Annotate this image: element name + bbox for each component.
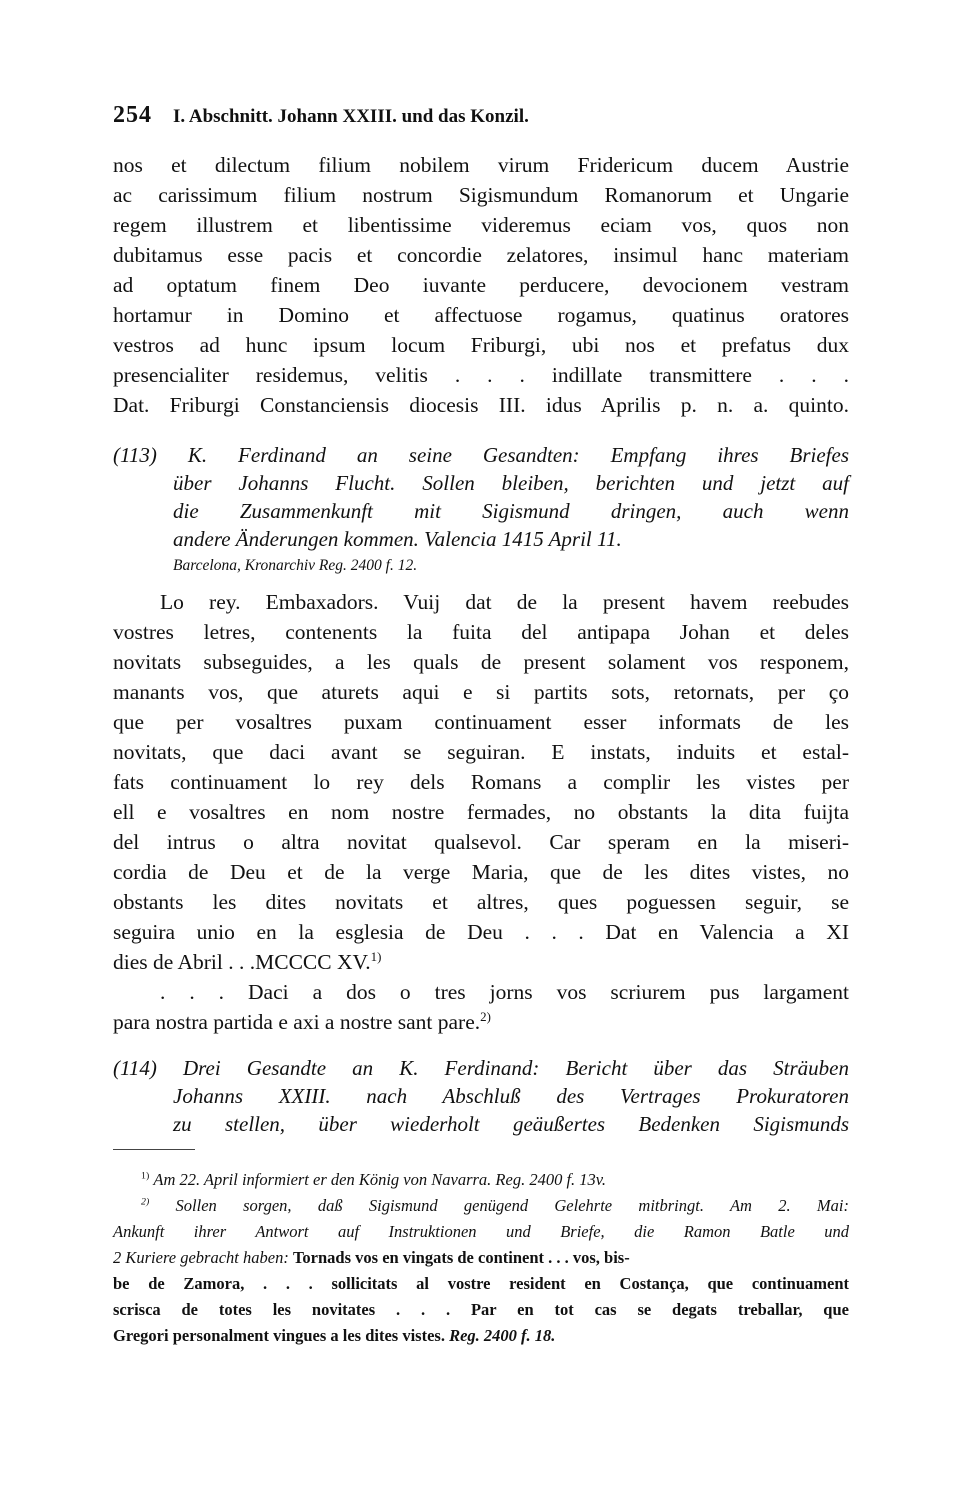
footnote-2 bbox=[141, 1194, 849, 1218]
text-line: ell e vosaltres en nom nostre fermades, no obstants la dita fuijta bbox=[113, 800, 849, 824]
footnote-line bbox=[113, 1246, 849, 1270]
footnote-text: Sollen sorgen, daß Sigismund genügend Gelehrte mitbringt. Am 2. Mai: bbox=[175, 1196, 850, 1215]
text-line: obstants les dites novitats et altres, ques poguessen seguir, se bbox=[113, 890, 849, 914]
document-heading-line: andere Änderungen kommen. Valencia 1415 April 11. bbox=[173, 527, 622, 551]
footnote-mark: 2) bbox=[141, 1196, 150, 1208]
footnote-italic: 2 Kuriere gebracht haben: bbox=[113, 1248, 289, 1267]
footnote-ref: 2) bbox=[480, 1009, 491, 1024]
footnote-line bbox=[113, 1324, 849, 1348]
text-line: vostres letres, contenents la fuita del antipapa Johan et deles bbox=[113, 620, 849, 644]
text-line: regem illustrem et libentissime videremus eciam vos, quos non bbox=[113, 213, 849, 237]
text-line: ad optatum finem Deo iuvante perducere, devocionem vestram bbox=[113, 273, 849, 297]
footnote-citation: Reg. 2400 f. 18. bbox=[449, 1326, 556, 1345]
footnote-text: Am 22. April informiert er den König von Navarra. Reg. 2400 f. 13v. bbox=[153, 1170, 607, 1189]
text-line: presencialiter residemus, velitis . . . indillate transmittere . . . bbox=[113, 363, 849, 387]
closing-date: dies de Abril . . .MCCCC XV. bbox=[113, 950, 371, 974]
text-line: Lo rey. Embaxadors. Vuij dat de la present havem reebudes bbox=[160, 590, 849, 614]
archive-source: Barcelona, Kronarchiv Reg. 2400 f. 12. bbox=[173, 557, 418, 574]
text-line: novitats, que daci avant se seguiran. E instats, induits et estal- bbox=[113, 740, 849, 764]
text-line: novitats subseguides, a les quals de present solament vos responem, bbox=[113, 650, 849, 674]
text-line bbox=[113, 1007, 849, 1037]
text-line: manants vos, que aturets aqui e si partits sots, retornats, per ço bbox=[113, 680, 849, 704]
running-head: I. Abschnitt. Johann XXIII. und das Konzil. bbox=[173, 106, 529, 127]
footnote-1 bbox=[141, 1168, 849, 1192]
page-header bbox=[113, 102, 853, 132]
footnote-quote: Gregori personalment vingues a les dites vistes. bbox=[113, 1326, 445, 1345]
text-line bbox=[113, 947, 849, 977]
document-heading-line: zu stellen, über wiederholt geäußertes Bedenken Sigismunds bbox=[173, 1112, 849, 1136]
text-line: vestros ad hunc ipsum locum Friburgi, ubi nos et prefatus dux bbox=[113, 333, 849, 357]
text-line: cordia de Deu et de la verge Maria, que de les dites vistes, no bbox=[113, 860, 849, 884]
text-line: ac carissimum filium nostrum Sigismundum Romanorum et Ungarie bbox=[113, 183, 849, 207]
footnote-line: Ankunft ihrer Antwort auf Instruktionen und Briefe, die Ramon Batle und bbox=[113, 1222, 849, 1241]
footnote-quote: Tornads vos en vingats de continent . . . vos, bis- bbox=[292, 1248, 630, 1267]
footnote-separator bbox=[113, 1149, 195, 1150]
document-heading-line: (113) K. Ferdinand an seine Gesandten: Empfang ihres Briefes bbox=[113, 443, 849, 467]
document-heading-line: (114) Drei Gesandte an K. Ferdinand: Bericht über das Sträuben bbox=[113, 1056, 849, 1080]
text-line: fats continuament lo rey dels Romans a complir les vistes per bbox=[113, 770, 849, 794]
footnote-ref: 1) bbox=[370, 949, 382, 964]
footnote-mark: 1) bbox=[141, 1170, 150, 1182]
text-line: Dat. Friburgi Constanciensis diocesis III. idus Aprilis p. n. a. quinto. bbox=[113, 393, 849, 417]
footnote-line: scrisca de totes les novitates . . . Par en tot cas se degats treballar, que bbox=[113, 1300, 849, 1319]
document-heading-line: Johanns XXIII. nach Abschluß des Vertrages Prokuratoren bbox=[173, 1084, 849, 1108]
text-line: hortamur in Domino et affectuose rogamus, quatinus oratores bbox=[113, 303, 849, 327]
text-line: seguira unio en la esglesia de Deu . . . Dat en Valencia a XI bbox=[113, 920, 849, 944]
text-line: . . . Daci a dos o tres jorns vos scriurem pus largament bbox=[160, 980, 849, 1004]
postscript-text: para nostra partida e axi a nostre sant pare. bbox=[113, 1010, 481, 1034]
document-heading-line: über Johanns Flucht. Sollen bleiben, berichten und jetzt auf bbox=[173, 471, 849, 495]
footnote-line: be de Zamora, . . . sollicitats al vostre resident en Costança, que continuament bbox=[113, 1274, 849, 1293]
page-number: 254 bbox=[113, 102, 152, 128]
text-line: del intrus o altra novitat qualsevol. Car speram en la miseri- bbox=[113, 830, 849, 854]
text-line: que per vosaltres puxam continuament esser informats de les bbox=[113, 710, 849, 734]
document-heading-line: die Zusammenkunft mit Sigismund dringen, auch wenn bbox=[173, 499, 849, 523]
text-line: nos et dilectum filium nobilem virum Fridericum ducem Austrie bbox=[113, 153, 849, 177]
text-line: dubitamus esse pacis et concordie zelatores, insimul hanc materiam bbox=[113, 243, 849, 267]
